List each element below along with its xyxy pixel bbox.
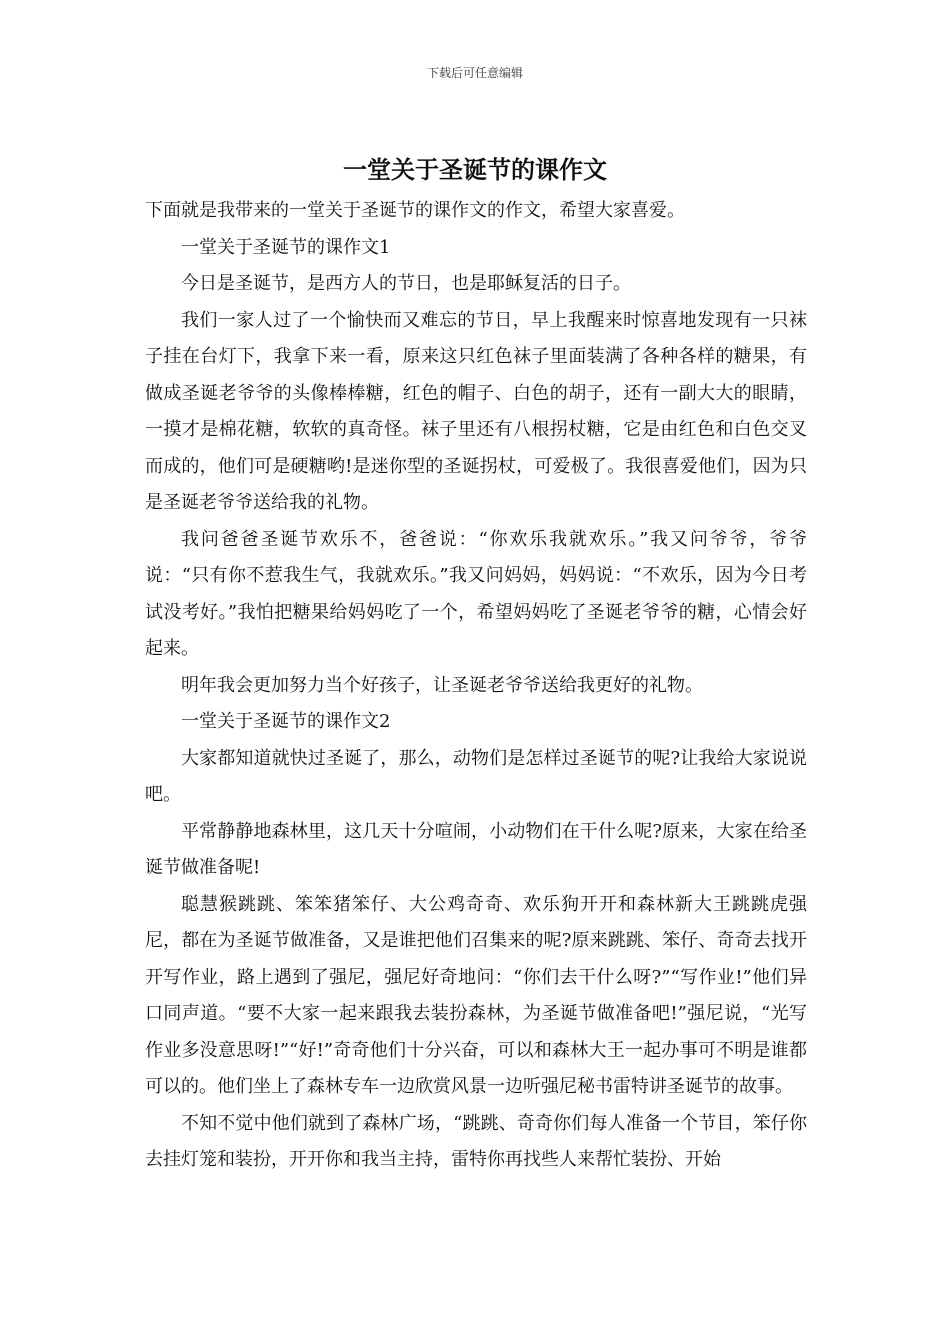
paragraph: 今日是圣诞节，是西方人的节日，也是耶稣复活的日子。 bbox=[181, 273, 631, 294]
paragraph: 我们一家人过了一个愉快而又难忘的节日，早上我醒来时惊喜地发现有一只袜子挂在台灯下，我拿下来一看，原来这只红色袜子里面装满了各种各样的糖果，有做成圣诞老爷爷的头像棒棒糖，红色的帽子、白色的胡子，还有一副大大的眼睛，一摸才是棉花糖，软软的真奇怪。袜子里还有八根拐杖糖，它是由红色和白色交叉而成的，他们可是硬糖哟!是迷你型的圣诞拐杖，可爱极了。我很喜爱他们，因为只是圣诞老爷爷送给我的礼物。 bbox=[145, 309, 807, 513]
paragraph: 明年我会更加努力当个好孩子，让圣诞老爷爷送给我更好的礼物。 bbox=[181, 674, 703, 696]
paragraph: 我问爸爸圣诞节欢乐不，爸爸说：“你欢乐我就欢乐。”我又问爷爷，爷爷说：“只有你不惹我生气，我就欢乐。”我又问妈妈，妈妈说：“不欢乐，因为今日考试没考好。”我怕把糖果给妈妈吃了一个，希望妈妈吃了圣诞老爷爷的糖，心情会好起来。 bbox=[145, 528, 807, 659]
document-title: 一堂关于圣诞节的课作文 bbox=[343, 155, 607, 184]
paragraph: 不知不觉中他们就到了森林广场，“跳跳、奇奇你们每人准备一个节目，笨仔你去挂灯笼和装扮，开开你和我当主持，雷特你再找些人来帮忙装扮、开始 bbox=[145, 1112, 807, 1170]
section-heading-1: 一堂关于圣诞节的课作文1 bbox=[181, 236, 391, 258]
section-heading-2: 一堂关于圣诞节的课作文2 bbox=[181, 711, 391, 732]
paragraph: 平常静静地森林里，这几天十分喧闹，小动物们在干什么呢?原来，大家在给圣诞节做准备呢! bbox=[145, 820, 807, 878]
header-note: 下载后可任意编辑 bbox=[426, 66, 523, 80]
paragraph: 聪慧猴跳跳、笨笨猪笨仔、大公鸡奇奇、欢乐狗开开和森林新大王跳跳虎强尼，都在为圣诞节做准备，又是谁把他们召集来的呢?原来跳跳、笨仔、奇奇去找开开写作业，路上遇到了强尼，强尼好奇地问：“你们去干什么呀?”“写作业!”他们异口同声道。“要不大家一起来跟我去装扮森林，为圣诞节做准备吧!”强尼说，“光写作业多没意思呀!”“好!”奇奇他们十分兴奋，可以和森林大王一起办事可不明是谁都可以的。他们坐上了森林专车一边欣赏风景一边听强尼秘书雷特讲圣诞节的故事。 bbox=[145, 893, 807, 1097]
intro-paragraph: 下面就是我带来的一堂关于圣诞节的课作文的作文，希望大家喜爱。 bbox=[145, 200, 685, 221]
document-body bbox=[145, 193, 807, 1179]
paragraph: 大家都知道就快过圣诞了，那么，动物们是怎样过圣诞节的呢?让我给大家说说吧。 bbox=[145, 747, 807, 805]
